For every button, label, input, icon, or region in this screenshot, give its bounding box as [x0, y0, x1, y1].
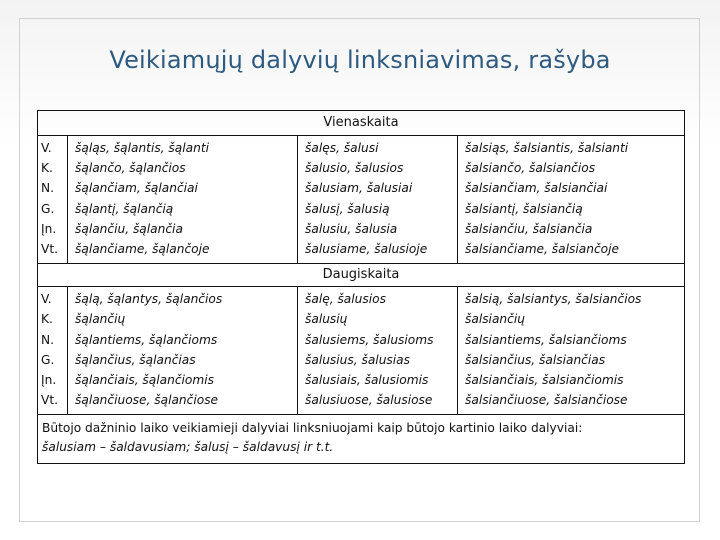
case-label: Vt. — [41, 393, 58, 408]
case-label: G. — [41, 201, 55, 216]
form-cell: šąlančiame, šąlančoje — [75, 242, 210, 257]
singular-future-column — [457, 136, 686, 263]
form-cell: šalusio, šalusios — [305, 161, 404, 176]
case-label: V. — [41, 141, 52, 155]
form-cell: šalusį, šalusią — [305, 201, 390, 216]
case-label: K. — [41, 161, 53, 176]
form-cell: šąlančo, šąlančios — [75, 161, 186, 176]
form-cell: šalsiąs, šalsiantis, šalsianti — [465, 141, 629, 155]
form-cell: šąlančiu, šąlančia — [75, 221, 183, 236]
form-cell: šąlančiuose, šąlančiose — [75, 393, 219, 408]
footnote-example: šalusiam – šaldavusiam; šalusį – šaldavusį ir t.t. — [42, 440, 334, 455]
form-cell: šalę, šalusios — [305, 292, 386, 307]
plural-past-column — [297, 287, 457, 414]
singular-grid — [38, 136, 684, 263]
plural-grid — [38, 287, 684, 414]
form-cell: šalsiančiuose, šalsiančiose — [465, 393, 628, 408]
form-cell: šalsiančo, šalsiančios — [465, 161, 596, 176]
plural-case-column — [38, 287, 67, 414]
form-cell: šąlančių — [75, 312, 126, 327]
form-cell: šąlantį, šąlančią — [75, 201, 174, 216]
case-label: N. — [41, 181, 54, 196]
case-label: G. — [41, 352, 55, 367]
footnote — [38, 414, 684, 463]
form-cell: šalusių — [305, 312, 348, 327]
declension-table — [37, 110, 685, 464]
case-label: V. — [41, 292, 52, 307]
singular-case-column — [38, 136, 67, 263]
form-cell: šalsiančius, šalsiančias — [465, 352, 606, 367]
form-cell: šalusiais, šalusiomis — [305, 373, 429, 388]
footnote-text: Būtojo dažninio laiko veikiamieji dalyviai linksniuojami kaip būtojo kartinio laiko dalyviai: — [42, 421, 583, 436]
plural-future-column — [457, 287, 686, 414]
form-cell: šalusiame, šalusioje — [305, 242, 428, 257]
form-cell: šąlantiems, šąlančioms — [75, 332, 218, 347]
form-cell: šalsiantiems, šalsiančioms — [465, 332, 627, 347]
form-cell: šalsią, šalsiantys, šalsiančios — [465, 292, 642, 307]
form-cell: šalsiančiame, šalsiančoje — [465, 242, 619, 257]
form-cell: šalsiančiam, šalsiančiai — [465, 181, 608, 196]
singular-present-column — [67, 136, 297, 263]
form-cell: šalusiam, šalusiai — [305, 181, 413, 196]
case-label: Įn. — [41, 221, 57, 236]
case-label: K. — [41, 312, 53, 327]
form-cell: šalsiančiais, šalsiančiomis — [465, 373, 624, 388]
plural-present-column — [67, 287, 297, 414]
form-cell: šąlančius, šąlančias — [75, 352, 196, 367]
case-label: Įn. — [41, 373, 57, 388]
singular-heading: Vienaskaita — [38, 111, 684, 136]
form-cell: šalusiu, šalusia — [305, 221, 398, 236]
form-cell: šalsiantį, šalsiančią — [465, 201, 583, 216]
plural-heading: Daugiskaita — [38, 263, 684, 287]
form-cell: šąlančiais, šąlančiomis — [75, 373, 214, 388]
form-cell: šalsiančių — [465, 312, 525, 327]
case-label: N. — [41, 332, 54, 347]
form-cell: šalusius, šalusias — [305, 352, 410, 367]
form-cell: šalusiuose, šalusiose — [305, 393, 433, 408]
form-cell: šąląs, šąlantis, šąlanti — [75, 141, 209, 155]
form-cell: šalęs, šalusi — [305, 141, 379, 155]
singular-past-column — [297, 136, 457, 263]
form-cell: šąlą, šąlantys, šąlančios — [75, 292, 223, 307]
form-cell: šalsiančiu, šalsiančia — [465, 221, 593, 236]
form-cell: šalusiems, šalusioms — [305, 332, 434, 347]
form-cell: šąlančiam, šąlančiai — [75, 181, 198, 196]
slide-title: Veikiamųjų dalyvių linksniavimas, rašyba — [109, 46, 611, 74]
case-label: Vt. — [41, 242, 58, 257]
